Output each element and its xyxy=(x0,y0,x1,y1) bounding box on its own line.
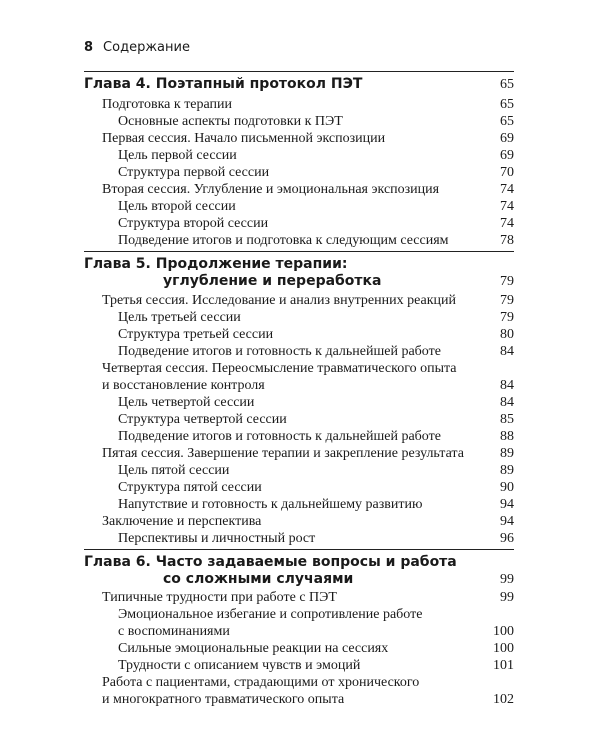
chapter-title: Глава 4. Поэтапный протокол ПЭТ xyxy=(84,76,363,92)
entry-page: 100 xyxy=(493,624,514,639)
entry-text: Цель первой сессии xyxy=(118,148,237,163)
toc-section[interactable] xyxy=(84,96,514,113)
chapter-page: 79 xyxy=(500,274,514,289)
toc-section[interactable] xyxy=(84,674,514,708)
header-title: Содержание xyxy=(103,40,190,55)
entry-page: 102 xyxy=(493,692,514,707)
entry-page: 90 xyxy=(500,480,514,495)
entry-page: 84 xyxy=(500,395,514,410)
toc-subsection[interactable] xyxy=(84,657,514,674)
entry-text: Типичные трудности при работе с ПЭТ xyxy=(102,590,337,605)
entry-page: 79 xyxy=(500,293,514,308)
toc-section[interactable] xyxy=(84,360,514,394)
entry-text: Цель второй сессии xyxy=(118,199,236,214)
chapter-6-heading[interactable] xyxy=(84,549,514,588)
toc-subsection[interactable] xyxy=(84,479,514,496)
chapter-5-heading[interactable] xyxy=(84,251,514,290)
toc-section[interactable] xyxy=(84,292,514,309)
toc-subsection[interactable] xyxy=(84,309,514,326)
entry-page: 94 xyxy=(500,514,514,529)
entry-page: 101 xyxy=(493,658,514,673)
entry-page: 74 xyxy=(500,216,514,231)
toc-subsection[interactable] xyxy=(84,530,514,547)
entry-text: Первая сессия. Начало письменной экспозиции xyxy=(102,131,386,146)
entry-text: Эмоциональное избегание и сопротивление работе xyxy=(118,607,423,622)
entry-text: Третья сессия. Исследование и анализ внутренних реакций xyxy=(102,293,456,308)
entry-page: 88 xyxy=(500,429,514,444)
entry-text: Структура первой сессии xyxy=(118,165,270,180)
entry-text: Пятая сессия. Завершение терапии и закрепление результата xyxy=(102,446,464,461)
entry-page: 100 xyxy=(493,641,514,656)
toc-subsection[interactable] xyxy=(84,428,514,445)
entry-text: Заключение и перспектива xyxy=(102,514,262,529)
toc-section[interactable] xyxy=(84,513,514,530)
chapter-6-entries xyxy=(84,589,514,708)
entry-page: 84 xyxy=(500,378,514,393)
toc-section[interactable] xyxy=(84,181,514,198)
toc-subsection[interactable] xyxy=(84,232,514,249)
entry-page: 65 xyxy=(500,114,514,129)
toc-section[interactable] xyxy=(84,130,514,147)
entry-text: Цель четвертой сессии xyxy=(118,395,255,410)
entry-text: Сильные эмоциональные реакции на сессиях xyxy=(118,641,389,656)
toc-section[interactable] xyxy=(84,445,514,462)
chapter-title: Глава 6. Часто задаваемые вопросы и работа xyxy=(84,554,457,570)
entry-text: Основные аспекты подготовки к ПЭТ xyxy=(118,114,343,129)
entry-page: 74 xyxy=(500,199,514,214)
entry-text: Работа с пациентами, страдающими от хронического xyxy=(102,675,420,690)
entry-text: Подведение итогов и готовность к дальнейшей работе xyxy=(118,344,441,359)
toc-subsection[interactable] xyxy=(84,462,514,479)
entry-page: 69 xyxy=(500,131,514,146)
entry-page: 84 xyxy=(500,344,514,359)
toc-subsection[interactable] xyxy=(84,198,514,215)
chapter-page: 99 xyxy=(500,572,514,587)
toc-section[interactable] xyxy=(84,589,514,606)
toc-subsection[interactable] xyxy=(84,147,514,164)
chapter-title-cont: со сложными случаями xyxy=(163,571,354,587)
chapter-4-heading[interactable] xyxy=(84,71,514,93)
chapter-title: Глава 5. Продолжение терапии: xyxy=(84,256,348,272)
toc-subsection[interactable] xyxy=(84,326,514,343)
entry-text: с воспоминаниями xyxy=(118,624,230,639)
entry-text: Цель пятой сессии xyxy=(118,463,230,478)
chapter-5-entries xyxy=(84,292,514,547)
entry-text: Цель третьей сессии xyxy=(118,310,241,325)
toc-subsection[interactable] xyxy=(84,411,514,428)
chapter-title-cont: углубление и переработка xyxy=(163,273,382,289)
entry-page: 69 xyxy=(500,148,514,163)
toc-subsection[interactable] xyxy=(84,113,514,130)
entry-text: Структура пятой сессии xyxy=(118,480,262,495)
chapter-page: 65 xyxy=(500,77,514,92)
toc-subsection[interactable] xyxy=(84,215,514,232)
entry-text: Подготовка к терапии xyxy=(102,97,233,112)
entry-page: 85 xyxy=(500,412,514,427)
entry-text: Перспективы и личностный рост xyxy=(118,531,316,546)
entry-text: и восстановление контроля xyxy=(102,378,265,393)
entry-text: Структура четвертой сессии xyxy=(118,412,287,427)
entry-text: Четвертая сессия. Переосмысление травматического опыта xyxy=(102,361,457,376)
entry-text: и многократного травматического опыта xyxy=(102,692,345,707)
entry-page: 74 xyxy=(500,182,514,197)
entry-text: Напутствие и готовность к дальнейшему развитию xyxy=(118,497,423,512)
entry-page: 78 xyxy=(500,233,514,248)
toc-subsection[interactable] xyxy=(84,496,514,513)
entry-page: 89 xyxy=(500,463,514,478)
entry-page: 99 xyxy=(500,590,514,605)
chapter-4-entries xyxy=(84,96,514,249)
toc-subsection[interactable] xyxy=(84,343,514,360)
toc-subsection[interactable] xyxy=(84,164,514,181)
entry-page: 79 xyxy=(500,310,514,325)
entry-page: 89 xyxy=(500,446,514,461)
entry-text: Подведение итогов и подготовка к следующим сессиям xyxy=(118,233,449,248)
entry-text: Подведение итогов и готовность к дальнейшей работе xyxy=(118,429,441,444)
entry-text: Трудности с описанием чувств и эмоций xyxy=(118,658,361,673)
running-header xyxy=(84,40,190,55)
toc-subsection[interactable] xyxy=(84,640,514,657)
page-number: 8 xyxy=(84,40,94,55)
entry-text: Структура третьей сессии xyxy=(118,327,274,342)
entry-page: 80 xyxy=(500,327,514,342)
toc-subsection[interactable] xyxy=(84,394,514,411)
entry-page: 96 xyxy=(500,531,514,546)
entry-page: 94 xyxy=(500,497,514,512)
entry-text: Структура второй сессии xyxy=(118,216,269,231)
entry-page: 70 xyxy=(500,165,514,180)
entry-text: Вторая сессия. Углубление и эмоциональная экспозиция xyxy=(102,182,440,197)
entry-page: 65 xyxy=(500,97,514,112)
toc-subsection[interactable] xyxy=(84,606,514,640)
